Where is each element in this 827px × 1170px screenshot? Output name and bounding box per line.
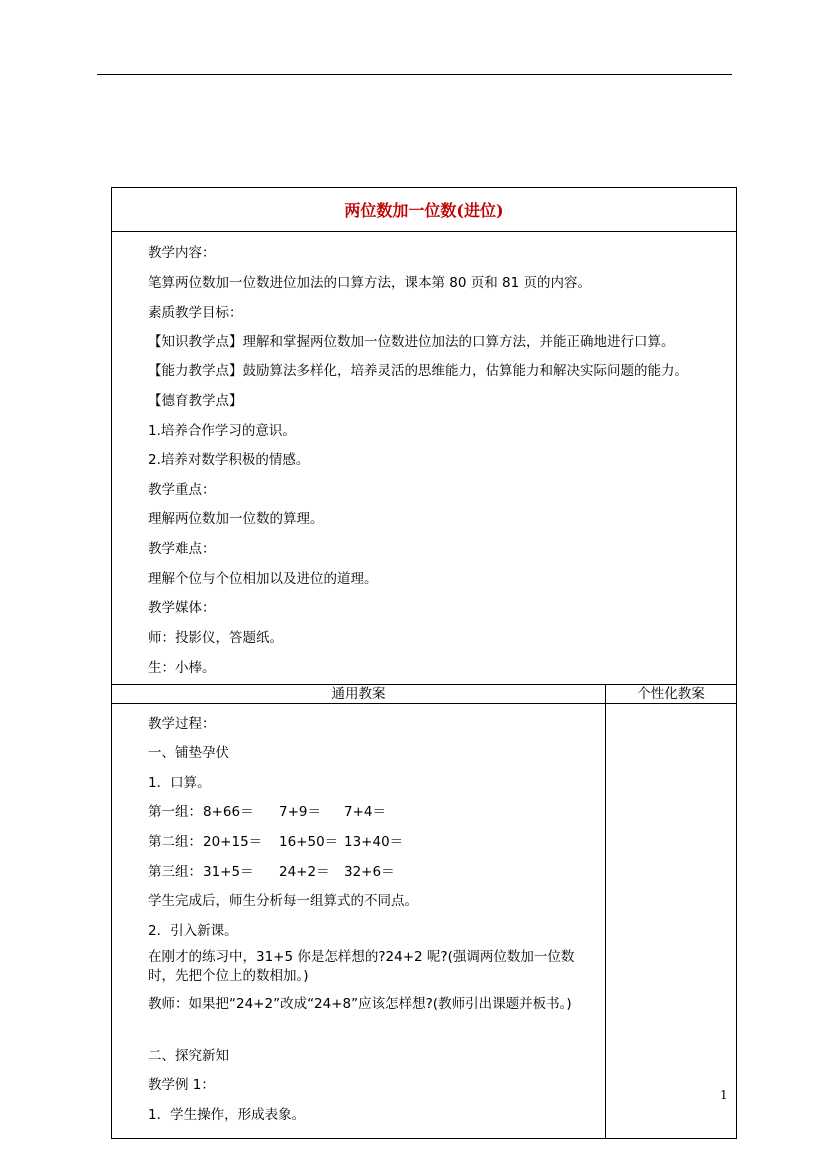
column-header-personalized: 个性化教案 — [637, 686, 705, 702]
group-1-item: 7+4＝ — [344, 804, 386, 820]
group-2-label: 第二组： — [148, 834, 202, 850]
header-rule — [97, 74, 732, 75]
page-number: 1 — [720, 1088, 728, 1102]
lesson-content — [112, 232, 736, 685]
process-line: 学生完成后，师生分析每一组算式的不同点。 — [148, 893, 418, 909]
process-line: 一、铺垫孕伏 — [148, 745, 229, 761]
content-line: 【德育教学点】 — [148, 393, 243, 409]
content-line: 理解两位数加一位数的算理。 — [148, 511, 324, 527]
column-header-general: 通用教案 — [331, 686, 386, 702]
content-line: 【能力教学点】鼓励算法多样化，培养灵活的思维能力，估算能力和解决实际问题的能力。 — [148, 363, 688, 379]
content-line: 生：小棒。 — [148, 660, 216, 676]
content-line: 教学难点： — [148, 541, 216, 557]
process-paragraph: 在刚才的练习中，31+5 你是怎样想的?24+2 呢?(强调两位数加一位数时，先把个位上的数相加。) — [148, 949, 575, 984]
lesson-plan-table — [111, 187, 737, 1139]
content-line: 笔算两位数加一位数进位加法的口算方法，课本第 80 页和 81 页的内容。 — [148, 275, 592, 291]
process-line: 教学例 1： — [148, 1077, 215, 1093]
group-3-label: 第三组： — [148, 864, 202, 880]
group-2-item: 13+40＝ — [344, 834, 404, 850]
group-2-item: 16+50＝ — [279, 834, 339, 850]
title-row — [112, 188, 736, 232]
group-3-item: 32+6＝ — [344, 864, 395, 880]
process-line: 1．学生操作，形成表象。 — [148, 1107, 306, 1123]
content-line: 教学重点： — [148, 482, 216, 498]
content-line: 2.培养对数学积极的情感。 — [148, 452, 310, 468]
content-line: 教学内容： — [148, 245, 216, 261]
content-line: 素质教学目标： — [148, 305, 243, 321]
column-header-row — [112, 685, 736, 704]
content-line: 1.培养合作学习的意识。 — [148, 423, 296, 439]
content-line: 师：投影仪，答题纸。 — [148, 630, 283, 646]
lesson-title: 两位数加一位数(进位) — [344, 201, 504, 220]
group-1-item: 8+66＝ — [203, 804, 254, 820]
process-line: 1．口算。 — [148, 775, 211, 791]
process-line: 二、探究新知 — [148, 1048, 229, 1064]
group-3-item: 24+2＝ — [279, 864, 330, 880]
process-line: 教学过程： — [148, 716, 216, 732]
content-line: 【知识教学点】理解和掌握两位数加一位数进位加法的口算方法，并能正确地进行口算。 — [148, 334, 675, 350]
process-line: 2．引入新课。 — [148, 923, 238, 939]
group-2-item: 20+15＝ — [203, 834, 263, 850]
group-1-item: 7+9＝ — [279, 804, 321, 820]
teaching-process — [112, 704, 605, 1138]
column-divider — [605, 685, 606, 1138]
group-3-item: 31+5＝ — [203, 864, 254, 880]
process-paragraph: 教师：如果把“24+2”改成“24+8”应该怎样想?(教师引出课题并板书。) — [148, 996, 572, 1012]
content-line: 理解个位与个位相加以及进位的道理。 — [148, 571, 378, 587]
group-1-label: 第一组： — [148, 804, 202, 820]
content-line: 教学媒体： — [148, 600, 216, 616]
